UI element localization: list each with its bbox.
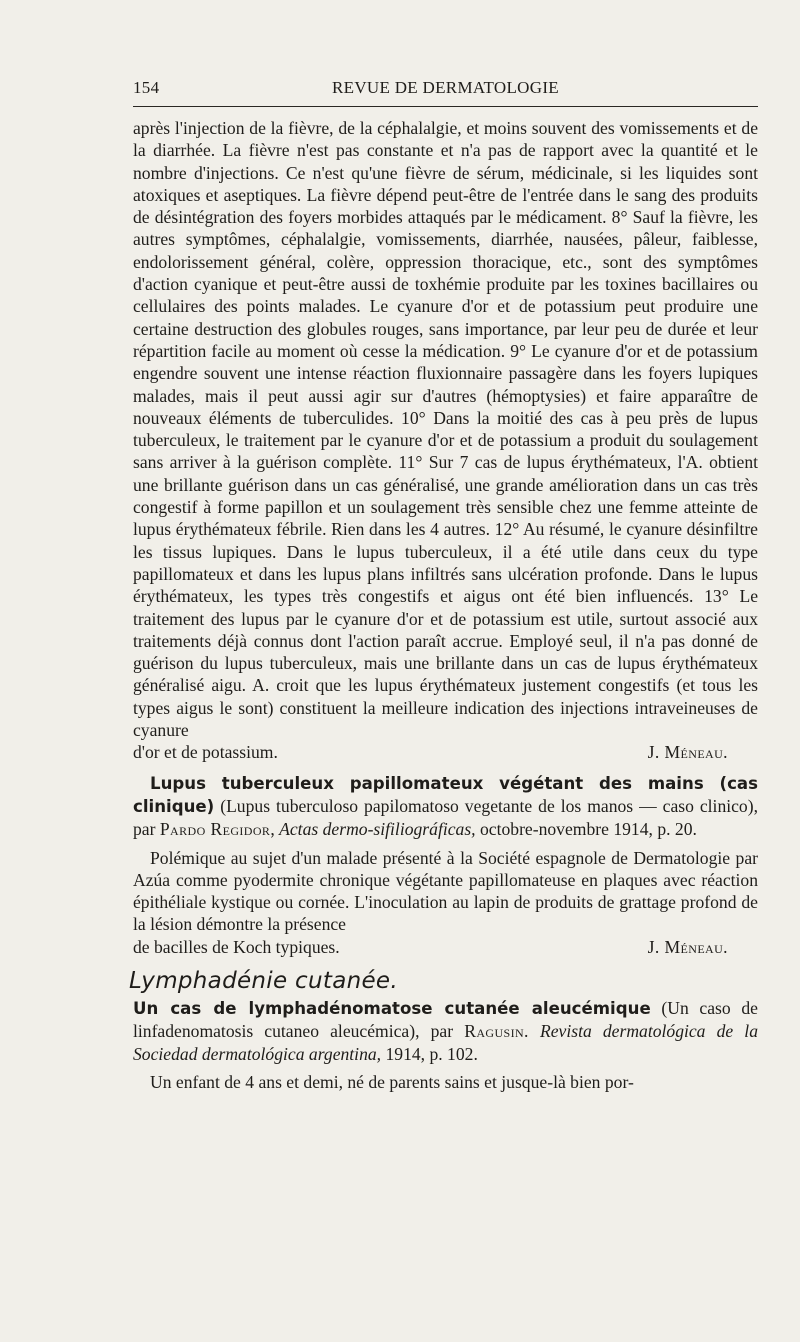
- page: [129, 78, 758, 1093]
- review-2-journal: Actas dermo-sifiliográficas,: [279, 819, 476, 840]
- running-header: [133, 78, 758, 107]
- review-1-closing: [133, 741, 758, 763]
- review-3-title: Un cas de lymphadénomatose cutanée aleucémique: [133, 998, 651, 1018]
- review-1-body: après l'injection de la fièvre, de la céphalalgie, et moins souvent des vomissements et de la diarrhée. La fièvre n'est pas constante et n'a pas de rapport avec la quantité et le nombre d'injections. Ce n'est qu'une fièvre de sérum, médicinale, si les liquides sont atoxiques et aseptiques. La fièvre dépend peut-être de l'entrée dans le sang des produits de désintégration des foyers morbides attaqués par le médicament. 8° Sauf la fièvre, les autres symptômes, céphalalgie, vomissements, diarrhée, nausées, pâleur, faiblesse, endolorissement général, colère, oppression thoracique, etc., sont des symptômes d'action cyanique et peut-être aussi de toxhémie produite par les toxines bacillaires ou cellulaires des points malades. Le cyanure d'or et de potassium peut produire une certaine destruction des globules rouges, sans importance, par leur peu de durée et leur répartition facile au moment où cesse la médication. 9° Le cyanure d'or et de potassium engendre souvent une intense réaction fluxionnaire passagère dans les foyers lupiques malades, mais il peut aussi agir sur d'autres (hémoptysies) et faire apparaître de nouveaux éléments de tuberculides. 10° Dans la moitié des cas à peu près de lupus tuberculeux, le traitement par le cyanure d'or et de potassium a produit du soulagement sans arriver à la guérison complète. 11° Sur 7 cas de lupus érythémateux, l'A. obtient une brillante guérison dans un cas généralisé, une grande amélioration dans un cas très congestif à forme papillon et un soulagement très sensible chez une femme atteinte de lupus érythémateux fébrile. Rien dans les 4 autres. 12° Au résumé, le cyanure désinfiltre les tissus lupiques. Dans le lupus tuberculeux, il a été utile dans ceux du type papillomateux et dans les lupus plans infiltrés sans ulcération profonde. Dans le lupus érythémateux, les types très congestifs et aigus ont été bien influencés. 13° Le traitement des lupus par le cyanure d'or et de potassium est utile, surtout associé aux traitements déjà connus dont l'action paraît accrue. Employé seul, il n'a pas donné de guérison du lupus tuberculeux, mais une brillante dans un cas de lupus érythémateux généralisé aigu. A. croit que les lupus érythémateux justement congestifs (et tous les types aigus le sont) constituent la meilleure indication des injections intraveineuses de cyanure: [133, 118, 758, 741]
- journal-title: REVUE DE DERMATOLOGIE: [332, 78, 559, 97]
- review-3-citation-pre: (Un caso de linfadenomatosis cutaneo aleucémica), par: [133, 997, 758, 1042]
- review-2-citation-mid: ,: [270, 819, 280, 840]
- review-3-citation-mid: [529, 1021, 540, 1041]
- review-2-signature: J. Méneau.: [647, 936, 728, 957]
- review-3-journal: Revista dermatológica de la Sociedad dermatológica argentina,: [133, 1021, 758, 1064]
- review-2-citation-pre: (Lupus tuberculoso papilomatoso vegetante de los manos — caso clinico), par: [133, 795, 758, 840]
- review-2-citation-post: octobre-novembre 1914, p. 20.: [475, 819, 697, 840]
- review-2-author: Pardo Regidor: [159, 819, 271, 840]
- review-2-title: Lupus tuberculeux papillomateux végétant des mains (cas clinique): [133, 773, 758, 816]
- review-3-body: Un enfant de 4 ans et demi, né de parents sains et jusque-là bien por-: [150, 1071, 634, 1092]
- review-2-body: Polémique au sujet d'un malade présenté à la Société espagnole de Dermatologie par Azúa comme pyodermite chronique végétante papillomateuse en plaques avec réaction épithéliale kystique ou cornée. L'inoculation au lapin de produits de grattage profond de la lésion démontre la présence: [133, 847, 758, 935]
- review-1-signature: J. Méneau.: [647, 742, 728, 763]
- section-heading: Lymphadénie cutanée.: [129, 967, 398, 994]
- review-3-heading: [133, 997, 758, 1065]
- review-3-author: Ragusin.: [464, 1021, 529, 1042]
- review-2-closing: [133, 936, 758, 958]
- review-2-heading: [133, 772, 758, 841]
- review-1-last-line: d'or et de potassium.: [133, 742, 278, 763]
- page-number: 154: [133, 78, 160, 97]
- review-2-last-line: de bacilles de Koch typiques.: [133, 936, 340, 957]
- review-3-citation-post: 1914, p. 102.: [381, 1043, 478, 1064]
